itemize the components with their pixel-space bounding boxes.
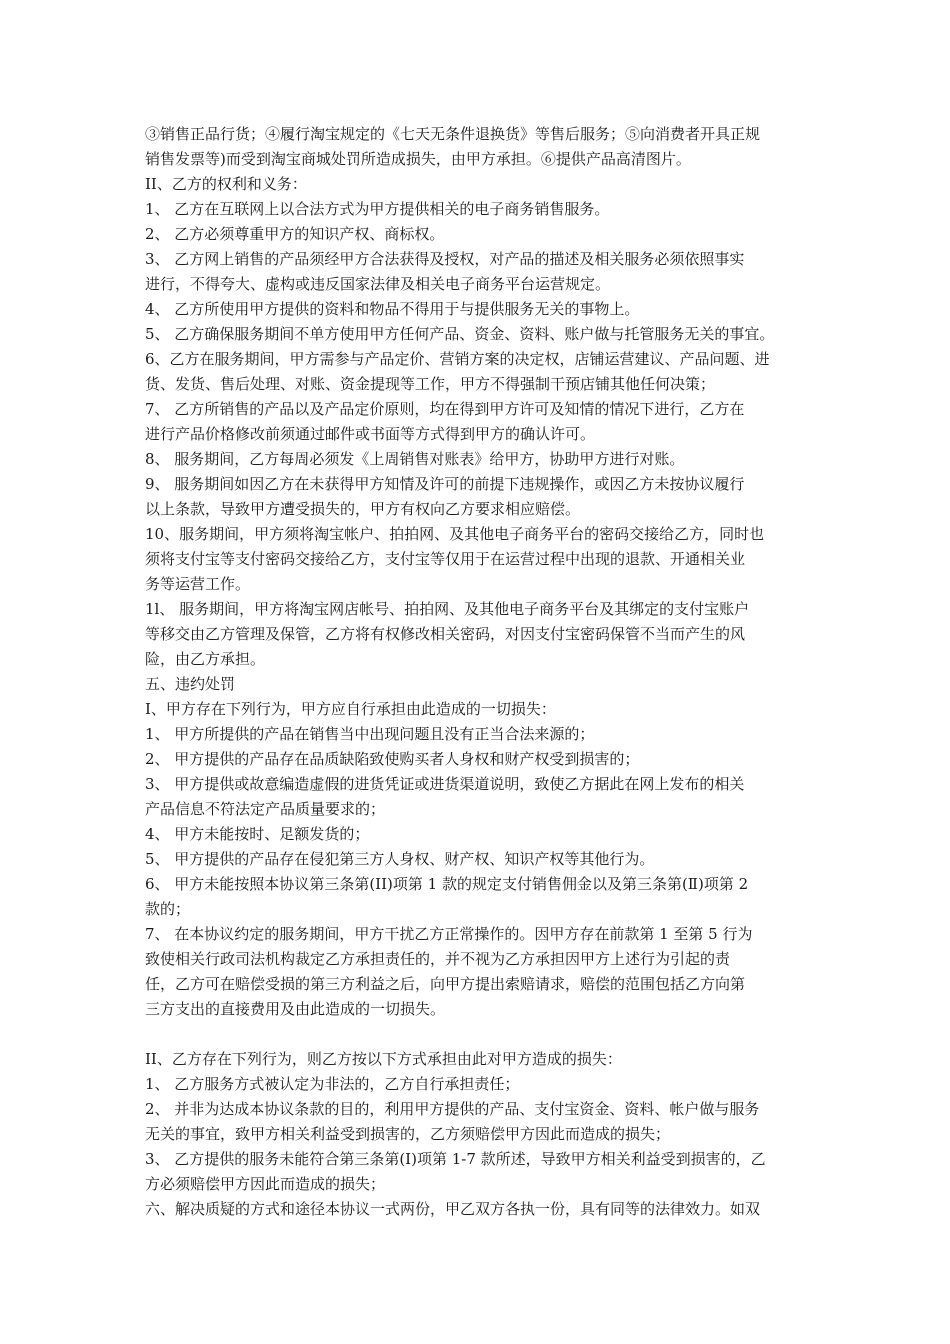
text-line: 7、 乙方所销售的产品以及产品定价原则，均在得到甲方许可及知情的情况下进行，乙方在 bbox=[145, 400, 745, 418]
text-line: 进行产品价格修改前须通过邮件或书面等方式得到甲方的确认许可。 bbox=[145, 425, 596, 443]
text-line: 6、乙方在服务期间，甲方需参与产品定价、营销方案的决定权，店铺运营建议、产品问题、进 bbox=[145, 350, 770, 368]
text-line: 6、 甲方未能按照本协议第三条第(II)项第 1 款的规定支付销售佣金以及第三条第(Ⅱ)项第 2 bbox=[145, 875, 749, 893]
text-line: 1l、 服务期间，甲方将淘宝网店帐号、拍拍网、及其他电子商务平台及其绑定的支付宝账户 bbox=[145, 600, 750, 618]
text-line: 无关的事宜，致甲方相关利益受到损害的，乙方须赔偿甲方因此而造成的损失； bbox=[145, 1125, 671, 1143]
text-line: 进行，不得夸大、虚构或违反国家法律及相关电子商务平台运营规定。 bbox=[145, 275, 611, 293]
text-line: 2、 甲方提供的产品存在品质缺陷致使购买者人身权和财产权受到损害的； bbox=[145, 750, 640, 768]
text-line: 2、 并非为达成本协议条款的目的，利用甲方提供的产品、支付宝资金、资料、帐户做与服务 bbox=[145, 1100, 760, 1118]
text-line: 4、 乙方所使用甲方提供的资料和物品不得用于与提供服务无关的事物上。 bbox=[145, 300, 640, 318]
text-line: 10、服务期间，甲方须将淘宝帐户、拍拍网、及其他电子商务平台的密码交接给乙方，同时也 bbox=[145, 525, 765, 543]
text-line: 4、 甲方未能按时、足额发货的； bbox=[145, 825, 370, 843]
text-line: 8、 服务期间，乙方每周必须发《上周销售对账表》给甲方，协助甲方进行对账。 bbox=[145, 450, 685, 468]
text-line: 等移交由乙方管理及保管，乙方将有权修改相关密码，对因支付宝密码保管不当而产生的风 bbox=[145, 625, 746, 643]
text-line: 六、解决质疑的方式和途径本协议一式两份，甲乙双方各执一份，具有同等的法律效力。如双 bbox=[145, 1200, 761, 1218]
text-line: 3、 乙方提供的服务未能符合第三条第(I)项第 1-7 款所述，导致甲方相关利益受到损害的，乙 bbox=[145, 1150, 766, 1168]
text-line: 1、 甲方所提供的产品在销售当中出现问题且没有正当合法来源的； bbox=[145, 725, 595, 743]
text-line: 7、 在本协议约定的服务期间，甲方干扰乙方正常操作的。因甲方存在前款第 1 至第 5 行为 bbox=[145, 925, 753, 943]
text-line: 务等运营工作。 bbox=[145, 575, 251, 593]
text-line: 2、 乙方必须尊重甲方的知识产权、商标权。 bbox=[145, 225, 445, 243]
text-line: 3、 甲方提供或故意编造虚假的进货凭证或进货渠道说明，致使乙方据此在网上发布的相关 bbox=[145, 775, 745, 793]
text-line: 方必须赔偿甲方因此而造成的损失； bbox=[145, 1175, 386, 1193]
text-line: 5、 甲方提供的产品存在侵犯第三方人身权、财产权、知识产权等其他行为。 bbox=[145, 850, 655, 868]
text-line: 任，乙方可在赔偿受损的第三方利益之后，向甲方提出索赔请求，赔偿的范围包括乙方向第 bbox=[145, 975, 746, 993]
text-line: 产品信息不符法定产品质量要求的； bbox=[145, 800, 386, 818]
text-line: 险，由乙方承担。 bbox=[145, 650, 266, 668]
text-line: I、甲方存在下列行为，甲方应自行承担由此造成的一切损失： bbox=[145, 700, 556, 718]
text-line: 致使相关行政司法机构裁定乙方承担责任的，并不视为乙方承担因甲方上述行为引起的责 bbox=[145, 950, 731, 968]
text-line: II、乙方存在下列行为，则乙方按以下方式承担由此对甲方造成的损失： bbox=[145, 1050, 622, 1068]
text-line: 三方支出的直接费用及由此造成的一切损失。 bbox=[145, 1000, 446, 1018]
text-line: 5、 乙方确保服务期间不单方使用甲方任何产品、资金、资料、账户做与托管服务无关的事宜。 bbox=[145, 325, 775, 343]
text-line: 1、 乙方服务方式被认定为非法的，乙方自行承担责任； bbox=[145, 1075, 520, 1093]
text-line: 五、违约处罚 bbox=[145, 675, 236, 693]
text-line: 款的； bbox=[145, 900, 191, 918]
text-line: 销售发票等)而受到淘宝商城处罚所造成损失，由甲方承担。⑥提供产品高清图片。 bbox=[145, 150, 691, 168]
text-line: 3、 乙方网上销售的产品须经甲方合法获得及授权，对产品的描述及相关服务必须依照事实 bbox=[145, 250, 745, 268]
text-line: 货、发货、售后处理、对账、资金提现等工作，甲方不得强制干预店铺其他任何决策； bbox=[145, 375, 716, 393]
text-line: II、乙方的权利和义务： bbox=[145, 175, 307, 193]
text-line: 9、 服务期间如因乙方在未获得甲方知情及许可的前提下违规操作，或因乙方未按协议履行 bbox=[145, 475, 745, 493]
text-line: 须将支付宝等支付密码交接给乙方，支付宝等仅用于在运营过程中出现的退款、开通相关业 bbox=[145, 550, 746, 568]
blank-line bbox=[145, 1022, 809, 1047]
document-body bbox=[145, 122, 809, 1222]
text-line: ③销售正品行货；④履行淘宝规定的《七天无条件退换货》等售后服务；⑤向消费者开具正规 bbox=[145, 125, 761, 143]
text-line: 以上条款，导致甲方遭受损失的，甲方有权向乙方要求相应赔偿。 bbox=[145, 500, 581, 518]
text-line: 1、 乙方在互联网上以合法方式为甲方提供相关的电子商务销售服务。 bbox=[145, 200, 610, 218]
